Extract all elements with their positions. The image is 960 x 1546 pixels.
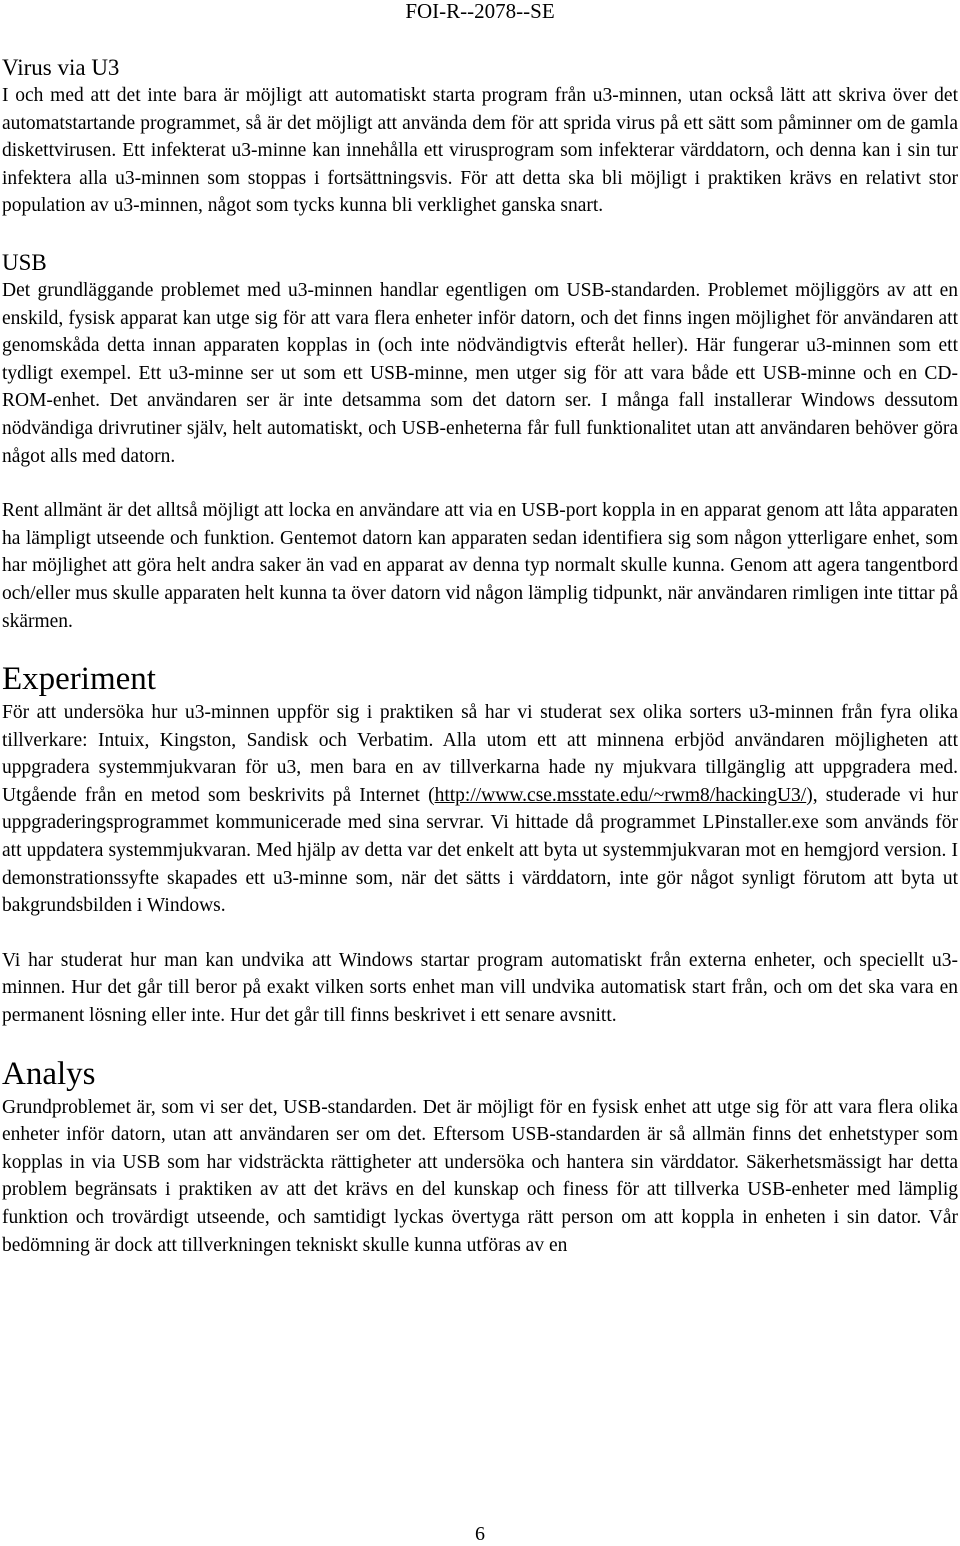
section-heading-experiment: Experiment bbox=[2, 661, 156, 698]
page-number: 6 bbox=[475, 1523, 485, 1545]
section-heading-usb: USB bbox=[2, 249, 47, 275]
paragraph-text: ), studerade vi hur uppgraderingsprogrammet kommunicerade med sina servrar. Vi hittade då programmet LPinstaller.exe som används för att uppdatera systemmjukvaran. Med hjälp av detta var det enkelt att byta ut systemmjukvaran mot en hemgjord version. I demonstrationssyfte skapades ett u3-minne som, när det sätts i värddatorn, inte gör något synligt förutom att byta ut bakgrundsbilden i Windows. bbox=[2, 784, 958, 917]
paragraph: I och med att det inte bara är möjligt att automatiskt starta program från u3-minnen, utan också lätt att skriva över det automatstartande programmet, så är det möjligt att använda dem för att sprida virus på ett sätt som påminner om de gamla diskettvirusen. Ett infekterat u3-minne kan innehålla ett virusprogram som infekterar värddatorn, och denna kan i sin tur infektera alla u3-minnen som stoppas i fortsättningsvis. För att detta ska bli möjligt i praktiken krävs en relativt stor population av u3-minnen, något som tycks kunna bli verklighet ganska snart. bbox=[2, 85, 958, 217]
hacking-u3-link[interactable]: http://www.cse.msstate.edu/~rwm8/hackingU3/ bbox=[434, 784, 807, 806]
paragraph: Grundproblemet är, som vi ser det, USB-standarden. Det är möjligt för en fysisk enhet att utge sig för att vara flera olika enheter inför datorn, utan att användaren ser om det. Eftersom USB-standarden är så allmän finns det enhetstyper som kopplas in via USB som har vidsträckta rättigheter att undersöka och hantera sin värddator. Säkerhetsmässigt har detta problem begränsats i praktiken av att det krävs en del kunskap och finess för att tillverka USB-enheter med lämplig funktion och trovärdigt utseende, och samtidigt lyckas övertyga rätt person om att koppla in enheten i sin dator. Vår bedömning är dock att tillverkningen tekniskt skulle kunna utföras av en bbox=[2, 1096, 958, 1256]
document-body bbox=[2, 53, 958, 1259]
section-heading-virus-via-u3: Virus via U3 bbox=[2, 55, 120, 80]
paragraph-text: För att undersöka hur u3-minnen uppför sig i praktiken så har vi studerat sex olika sorters u3-minnen från fyra olika tillverkare: Intuix, Kingston, Sandisk och Verbatim. Alla utom ett att minnena erbjöd användaren möjligheten att uppgradera systemmjukvaran för u3, men bara en av tillverkarna hade ny mjukvara tillgänglig att uppgradera med. Utgående från en metod som beskrivits på Internet ( bbox=[2, 702, 958, 806]
section-heading-analys: Analys bbox=[2, 1055, 96, 1092]
report-id-header: FOI-R--2078--SE bbox=[405, 0, 555, 23]
paragraph bbox=[2, 699, 958, 920]
paragraph: Det grundläggande problemet med u3-minnen handlar egentligen om USB-standarden. Problemet möjliggörs av att en enskild, fysisk apparat kan utge sig för att vara flera enheter inför datorn, och det finns ingen möjlighet för användaren att genomskåda detta innan apparaten kopplas in (och inte nödvändigtvis efteråt heller). Här fungerar u3-minnen som ett tydligt exempel. Ett u3-minne ser ut som ett USB-minne, men utger sig för att vara både ett USB-minne och en CD-ROM-enhet. Det användaren ser är inte detsamma som det datorn ser. I många fall installerar Windows dessutom nödvändiga drivrutiner själv, helt automatiskt, och USB-enheterna får full funktionalitet utan att användaren behöver göra något alls med datorn. bbox=[2, 279, 958, 467]
paragraph: Vi har studerat hur man kan undvika att Windows startar program automatiskt från externa enheter, och speciellt u3-minnen. Hur det går till beror på exakt vilken sorts enhet man vill undvika automatisk start från, och om det ska vara en permanent lösning eller inte. Hur det går till finns beskrivet i ett senare avsnitt. bbox=[2, 949, 958, 1027]
paragraph: Rent allmänt är det alltså möjligt att locka en användare att via en USB-port koppla in en apparat genom att låta apparaten ha lämpligt utseende och funktion. Gentemot datorn kan apparaten sedan identifiera sig som någon ytterligare enhet, som har möjlighet att göra helt andra saker än vad en apparat av denna typ normalt skulle kunna. Genom att agera tangentbord och/eller mus skulle apparaten helt kunna ta över datorn vid någon lämplig tidpunkt, när användaren rimligen inte tittar på skärmen. bbox=[2, 500, 958, 632]
